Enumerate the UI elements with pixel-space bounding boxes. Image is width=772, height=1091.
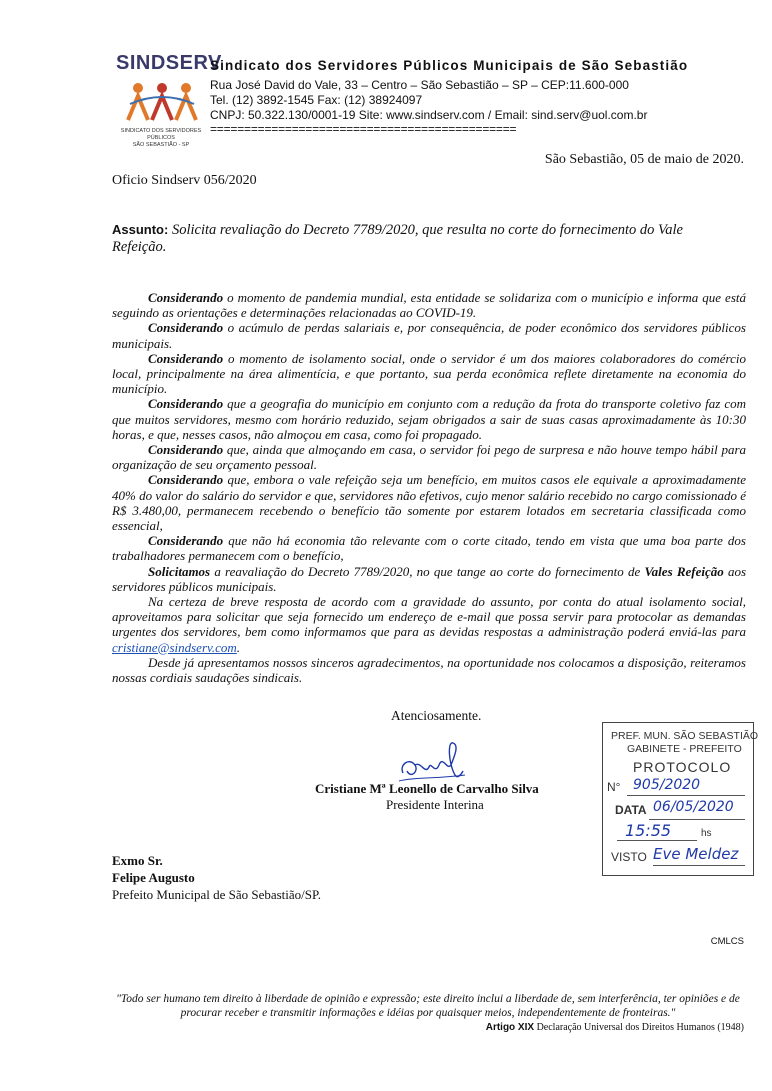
logo-caption-line1: SINDICATO DOS SERVIDORES PÚBLICOS: [120, 128, 202, 141]
logo-people-icon: [126, 80, 198, 124]
typist-initials: CMLCS: [710, 936, 744, 947]
paragraph: [112, 442, 746, 472]
paragraph-text: que, embora o vale refeição seja um benefício, em muitos casos ele equivale a aproximadamente 40% do valor do salário do servidor e que, servidores não efetivos, cujo menor salário recebido no cargo comissionado é R$ 3.480,00, permanecem recebendo o benefício tão somente por estarem lotados em secretaria classificada como essencial,: [112, 472, 746, 534]
closing-paragraph: [112, 594, 746, 655]
final-paragraph: Desde já apresentamos nossos sinceros agradecimentos, na oportunidade nos colocamos a disposição, reiteramos nossas cordiais saudações sindicais.: [112, 654, 746, 686]
stamp-line2: GABINETE - PREFEITO: [627, 743, 742, 755]
stamp-number-value: 905/2020: [633, 777, 701, 793]
subject: [112, 221, 728, 256]
letter-body: [112, 290, 746, 685]
paragraph: [112, 396, 746, 442]
stamp-line3: PROTOCOLO: [633, 759, 732, 775]
subject-label: Assunto:: [112, 222, 169, 237]
paragraph: [112, 472, 746, 533]
letterhead-address: Rua José David do Vale, 33 – Centro – São Sebastião – SP – CEP:11.600-000: [210, 78, 629, 92]
paragraph: [112, 351, 746, 397]
paragraph-text: que não há economia tão relevante com o corte citado, tendo em vista que uma boa parte dos trabalhadores permanecem com o benefício,: [112, 533, 746, 564]
paragraph-lead: Solicitamos: [148, 563, 211, 579]
recipient-name: Felipe Augusto: [112, 870, 195, 885]
paragraph-lead: Considerando: [148, 290, 224, 305]
paragraph-text: .: [236, 639, 240, 655]
stamp-hs-label: hs: [701, 828, 712, 839]
paragraph-text: Na certeza de breve resposta de acordo com a gravidade do assunto, por conta do atual isolamento social, aproveitamos para solicitar que seja fornecido um endereço de e-mail que possa servir para protocolar as demandas urgentes dos servidores, bem como informamos que para as devidas respostas a administração poderá enviá-las para: [112, 594, 746, 640]
paragraph: [112, 290, 746, 320]
paragraph-lead: Considerando: [148, 442, 224, 458]
solicit-paragraph: [112, 564, 746, 594]
oficio-number: Oficio Sindserv 056/2020: [112, 173, 257, 188]
paragraph-lead: Considerando: [148, 472, 224, 488]
stamp-number-label: N°: [607, 780, 621, 794]
paragraph-text: o acúmulo de perdas salariais e, por consequência, de poder econômico dos servidores públicos municipais.: [112, 320, 746, 351]
stamp-date-value: 06/05/2020: [653, 799, 734, 815]
paragraph-lead: Considerando: [148, 533, 224, 549]
stamp-visto-label: VISTO: [611, 850, 647, 864]
paragraph-lead: Considerando: [148, 350, 224, 366]
paragraph: [112, 533, 746, 563]
paragraph-text: aos servidores públicos municipais.: [112, 563, 747, 594]
footer-source-article: Artigo XIX: [485, 1022, 535, 1033]
email-link[interactable]: cristiane@sindserv.com: [112, 639, 237, 655]
paragraph-bold: Vales Refeição: [644, 563, 724, 579]
recipient-salutation: Exmo Sr.: [112, 853, 163, 868]
paragraph-text: que a geografia do município em conjunto com a redução da frota do transporte coletivo faz com que muitos servidores, mesmo com horário reduzido, sejam obrigados a sair de suas casas aproximadamente às 10:30 horas, e que, nesses casos, não almoçou em casa, como foi propagado.: [112, 396, 746, 442]
letterhead-cnpj: CNPJ: 50.322.130/0001-19 Site: www.sindserv.com / Email: sind.serv@uol.com.br: [210, 108, 648, 122]
letterhead-separator: =============================================: [210, 122, 517, 136]
signer-name: Cristiane Mª Leonello de Carvalho Silva: [315, 781, 539, 796]
signer-role: Presidente Interina: [386, 797, 484, 812]
logo-wordmark: SINDSERV: [116, 52, 222, 74]
stamp-date-label: DATA: [615, 803, 647, 817]
paragraph-text: que, ainda que almoçando em casa, o servidor foi pego de surpresa e não houve tempo hábil para organização de seu orçamento pessoal.: [112, 442, 746, 473]
paragraph-text: a reavaliação do Decreto 7789/2020, no que tange ao corte do fornecimento de: [210, 563, 645, 579]
recipient-block: [112, 852, 321, 903]
subject-text: Solicita revaliação do Decreto 7789/2020, que resulta no corte do fornecimento do Vale Refeição.: [112, 222, 683, 255]
letter-date: São Sebastião, 05 de maio de 2020.: [544, 152, 744, 167]
stamp-line1: PREF. MUN. SÃO SEBASTIÃO: [611, 730, 759, 742]
stamp-visto-value: Eve Meldez: [653, 845, 739, 863]
logo-caption-line2: SÃO SEBASTIÃO - SP: [132, 142, 190, 148]
closing-salutation: Atenciosamente.: [391, 708, 482, 723]
paragraph-lead: Considerando: [148, 396, 224, 412]
footer-source-text: Declaração Universal dos Direitos Humanos (1948): [534, 1022, 744, 1033]
footer-quote: "Todo ser humano tem direito à liberdade de opinião e expressão; este direito inclui a liberdade de, sem interferência, ter opiniões e de procurar receber e transmitir informações e idéias por quaisquer meios, independentemente de fronteiras.": [116, 993, 740, 1019]
logo-caption: [114, 128, 208, 149]
letterhead-phone: Tel. (12) 3892-1545 Fax: (12) 38924097: [210, 93, 423, 107]
stamp-time-value: 15:55: [625, 821, 672, 840]
protocol-stamp: [602, 722, 759, 876]
footer-source: [486, 1022, 744, 1033]
paragraph-text: o momento de isolamento social, onde o servidor é um dos maiores colaboradores do comércio local, principalmente na área alimentícia, e que portanto, sua perda econômica reflete diretamente na economia do município.: [112, 350, 746, 397]
paragraph-text: o momento de pandemia mundial, esta entidade se solidariza com o município e informa que está seguindo as orientações e determinações relacionadas ao COVID-19.: [112, 290, 746, 321]
paragraph-lead: Considerando: [148, 320, 224, 336]
sindserv-logo: [114, 52, 222, 154]
paragraph: [112, 320, 746, 350]
recipient-title: Prefeito Municipal de São Sebastião/SP.: [112, 887, 322, 902]
letterhead-title: Sindicato dos Servidores Públicos Municipais de São Sebastião: [210, 58, 689, 73]
